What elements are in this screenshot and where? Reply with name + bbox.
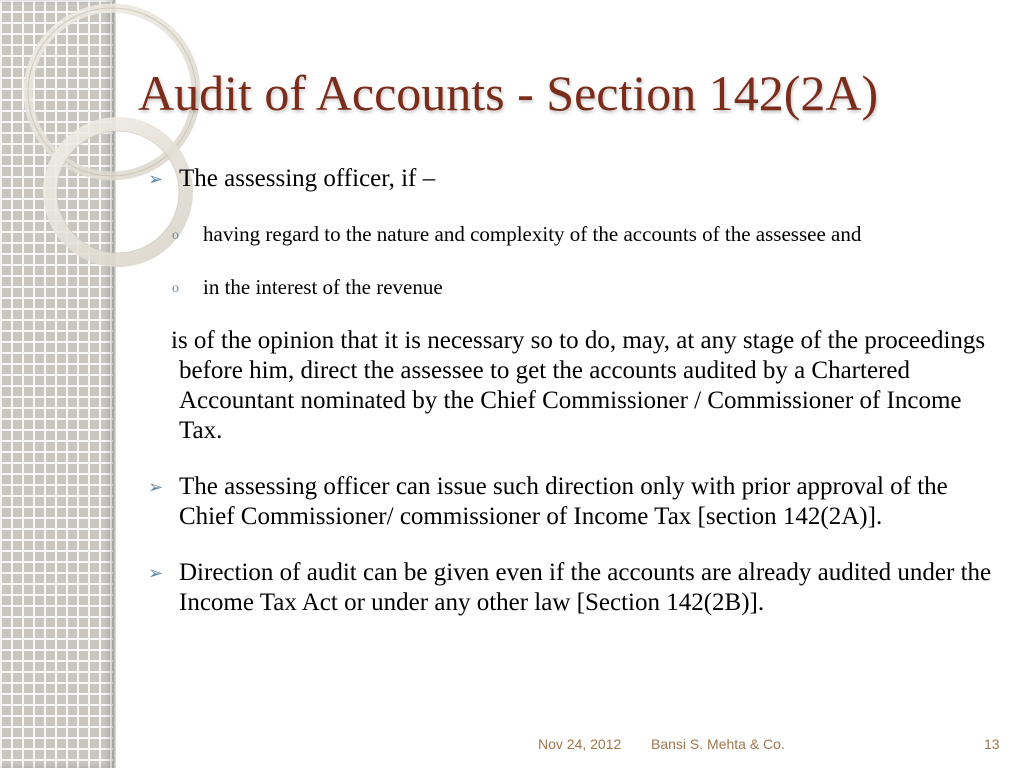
bullet-text: Direction of audit can be given even if the accounts are already audited under the Income Tax Act or under any other law [Section 142(2B)]. — [179, 559, 992, 616]
arrow-bullet-icon: ➢ — [148, 169, 164, 189]
grid-side-panel — [0, 0, 113, 768]
bullet-text: The assessing officer, if – — [179, 165, 436, 192]
sub-bullet-item — [148, 274, 963, 301]
circle-bullet-icon: o — [172, 281, 179, 296]
sub-bullet-text: in the interest of the revenue — [203, 275, 443, 299]
bullet-text: The assessing officer can issue such direction only with prior approval of the Chief Commissioner/ commissioner of Income Tax [section 142(2A)]. — [179, 473, 948, 530]
slide-title: Audit of Accounts - Section 142(2A) — [138, 65, 879, 121]
page-number: 13 — [984, 736, 1000, 752]
circle-bullet-icon: o — [172, 228, 179, 243]
bullet-item — [148, 472, 998, 532]
side-panel-edge — [113, 0, 116, 768]
footer-company: Bansi S. Mehta & Co. — [651, 736, 785, 752]
sub-bullet-item — [148, 221, 963, 248]
continuation-text: is of the opinion that it is necessary so to do, may, at any stage of the proceedings before him, direct the assessee to get the accounts audited by a Chartered Accountant nominated by the Chief Commissioner / Commissioner of Income Tax. — [171, 327, 986, 444]
bullet-item — [148, 558, 998, 618]
footer-date: Nov 24, 2012 — [538, 736, 622, 752]
arrow-bullet-icon: ➢ — [148, 563, 164, 583]
slide-body — [148, 164, 998, 618]
bullet-item — [148, 164, 998, 194]
sub-bullet-text: having regard to the nature and complexity of the accounts of the assessee and — [203, 222, 862, 246]
arrow-bullet-icon: ➢ — [148, 477, 164, 497]
